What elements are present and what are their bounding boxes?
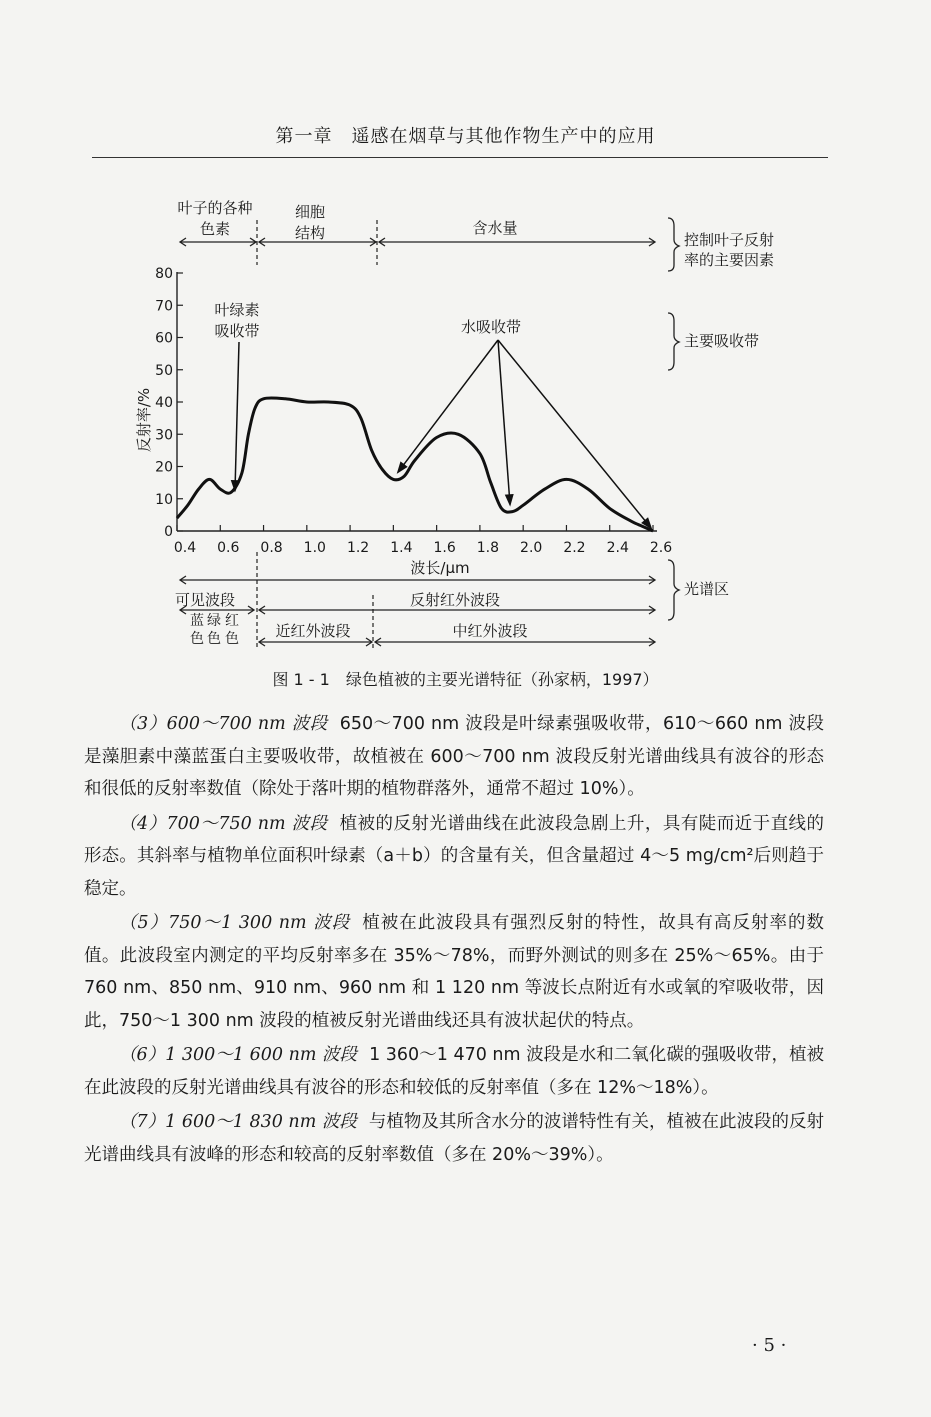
paragraph-3-head: （3）600～700 nm 波段	[119, 714, 328, 734]
x-tick-label: 0.8	[260, 540, 283, 556]
page-number: · 5 ·	[752, 1335, 787, 1356]
y-axis-ticks	[155, 266, 183, 540]
body-text	[84, 708, 824, 1173]
factor-pigments-1: 叶子的各种	[177, 199, 253, 217]
x-tick-label: 1.8	[476, 540, 500, 556]
paragraph-4-text: 植被的反射光谱曲线在此波段急剧上升，具有陡而近于直线的形态。其斜率与植物单位面积叶绿素（a＋b）的含量有关，但含量超过 4～5 mg/cm²后则趋于稳定。	[84, 813, 824, 899]
x-tick-label: 2.4	[606, 540, 629, 556]
chlorophyll-arrow	[235, 342, 239, 490]
x-axis-ticks	[174, 525, 672, 556]
y-axis-label: 反射率/%	[135, 387, 153, 453]
x-tick-label: 1.0	[303, 540, 326, 556]
factor-cell-2: 结构	[294, 224, 326, 242]
x-tick-label: 1.6	[433, 540, 456, 556]
factor-cell-1: 细胞	[294, 203, 326, 221]
spectral-figure	[0, 170, 931, 670]
absorption-brace-label: 主要吸收带	[684, 332, 760, 350]
y-tick-label: 0	[164, 524, 173, 540]
paragraph-3	[84, 708, 824, 806]
figure-caption: 图 1 - 1 绿色植被的主要光谱特征（孙家柄，1997）	[272, 670, 659, 689]
chapter-header: 第一章 遥感在烟草与其他作物生产中的应用	[275, 126, 656, 147]
x-tick-label: 0.6	[217, 540, 240, 556]
factor-water: 含水量	[472, 219, 518, 237]
factors-brace-label-1: 控制叶子反射	[684, 231, 775, 249]
y-tick-label: 60	[155, 330, 173, 347]
paragraph-7-head: （7）1 600～1 830 nm 波段	[119, 1112, 357, 1132]
mid-ir-label: 中红外波段	[452, 622, 528, 640]
water-arrow-2600	[498, 340, 651, 528]
x-tick-label: 1.2	[346, 540, 370, 556]
y-tick-label: 70	[155, 298, 173, 315]
near-ir-label: 近红外波段	[275, 622, 351, 640]
paragraph-5-text: 植被在此波段具有强烈反射的特性，故具有高反射率的数值。此波段室内测定的平均反射率多在 35%～78%，而野外测试的则多在 25%～65%。由于 760 nm、850 nm、910 nm、960 nm 和 1 120 nm 等波长点附近有水或氧的窄吸收带，因此，750～1 300 nm 波段的植被反射光谱曲线还具有波状起伏的特点。	[84, 913, 824, 1031]
x-tick-label: 1.4	[390, 540, 413, 556]
header-rule	[92, 157, 828, 158]
color-label-char: 色	[190, 631, 204, 647]
paragraph-4	[84, 808, 824, 906]
reflective-ir-label: 反射红外波段	[409, 591, 501, 609]
y-tick-label: 40	[155, 395, 173, 411]
color-band-labels	[190, 612, 239, 647]
chlorophyll-label-1: 叶绿素	[214, 301, 260, 319]
paragraph-5	[84, 907, 824, 1037]
spectral-brace-label: 光谱区	[684, 580, 730, 598]
factor-pigments-2: 色素	[199, 220, 231, 238]
water-arrow-1400	[398, 340, 498, 472]
factor-arrows	[180, 238, 655, 246]
y-tick-label: 80	[155, 266, 173, 282]
water-absorption-label: 水吸收带	[460, 318, 522, 336]
x-tick-label: 2.6	[649, 540, 673, 556]
paragraph-5-head: （5）750～1 300 nm 波段	[119, 913, 351, 933]
x-axis-label: 波长/μm	[410, 559, 470, 577]
reflectance-curve	[177, 398, 653, 531]
color-label-char: 绿	[207, 613, 221, 629]
absorption-brace	[668, 313, 679, 370]
y-tick-label: 50	[155, 362, 173, 379]
color-label-char: 色	[225, 631, 239, 647]
spectral-arrows	[180, 576, 655, 646]
color-label-char: 色	[207, 631, 221, 647]
water-arrow-1400-head	[398, 463, 406, 473]
paragraph-6-head: （6）1 300～1 600 nm 波段	[119, 1045, 358, 1065]
y-tick-label: 10	[155, 491, 173, 508]
paragraph-3-text: 650～700 nm 波段是叶绿素强吸收带，610～660 nm 波段是藻胆素中藻蓝蛋白主要吸收带，故植被在 600～700 nm 波段反射光谱曲线具有波谷的形态和很低的反射率数值（除处于落叶期的植物群落外，通常不超过 10%）。	[84, 714, 824, 799]
color-label-char: 蓝	[190, 613, 204, 629]
visible-band-label: 可见波段	[174, 591, 236, 609]
chlorophyll-label-2: 吸收带	[214, 322, 260, 340]
spectral-brace	[668, 560, 679, 620]
y-tick-label: 20	[155, 459, 173, 476]
x-tick-label: 0.4	[173, 540, 197, 556]
paragraph-7-text: 与植物及其所含水分的波谱特性有关，植被在此波段的反射光谱曲线具有波峰的形态和较高的反射率数值（多在 20%～39%）。	[84, 1112, 824, 1165]
factors-brace-label-2: 率的主要因素	[684, 251, 775, 269]
paragraph-6	[84, 1039, 824, 1104]
color-label-char: 红	[225, 613, 239, 629]
water-arrow-1900-head	[506, 495, 513, 505]
paragraph-4-head: （4）700～750 nm 波段	[119, 813, 328, 834]
paragraph-7	[84, 1106, 824, 1171]
x-tick-label: 2.2	[563, 540, 586, 556]
water-arrow-1900	[498, 340, 510, 504]
x-tick-label: 2.0	[520, 540, 543, 556]
y-tick-label: 30	[155, 427, 173, 444]
factors-brace	[668, 218, 679, 271]
paragraph-6-text: 1 360～1 470 nm 波段是水和二氧化碳的强吸收带，植被在此波段的反射光谱曲线具有波谷的形态和较低的反射率值（多在 12%～18%）。	[84, 1045, 824, 1098]
